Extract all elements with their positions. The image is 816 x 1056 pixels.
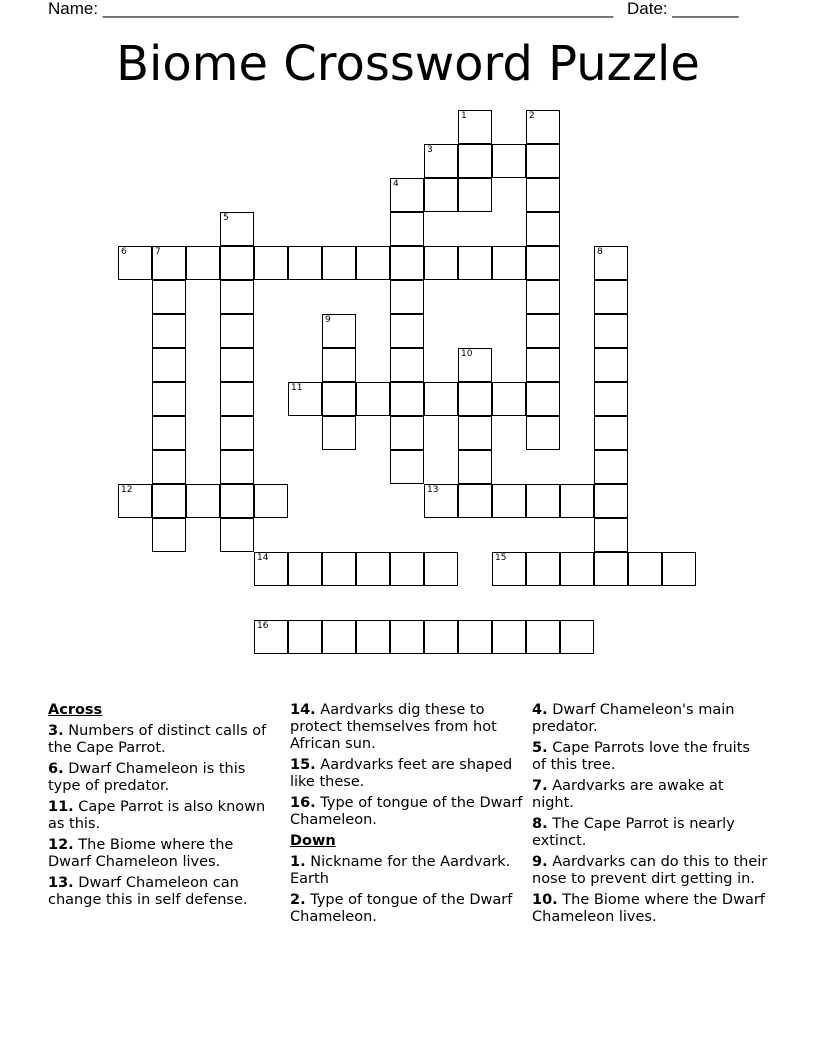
clue-number: 15. <box>290 757 316 773</box>
clue-number: 2. <box>290 892 306 908</box>
clue-down-7 <box>532 778 768 812</box>
crossword-cell[interactable] <box>288 246 322 280</box>
crossword-cell[interactable] <box>526 552 560 586</box>
crossword-cell[interactable] <box>356 552 390 586</box>
crossword-cell[interactable] <box>152 280 186 314</box>
crossword-cell[interactable] <box>594 348 628 382</box>
crossword-cell[interactable] <box>322 620 356 654</box>
clue-down-9 <box>532 854 768 888</box>
clue-column-2 <box>290 702 526 930</box>
clue-across-15 <box>290 757 526 791</box>
clue-text: Aardvarks are awake at night. <box>532 778 724 811</box>
crossword-cell[interactable] <box>152 348 186 382</box>
crossword-cell[interactable] <box>594 518 628 552</box>
crossword-cell[interactable] <box>322 416 356 450</box>
crossword-cell[interactable] <box>594 416 628 450</box>
cell-number: 5 <box>223 213 229 223</box>
clue-across-3 <box>48 723 280 757</box>
clue-number: 4. <box>532 702 548 718</box>
crossword-cell[interactable] <box>492 552 526 586</box>
crossword-cell[interactable] <box>526 212 560 246</box>
crossword-cell[interactable] <box>458 348 492 382</box>
clue-number: 14. <box>290 702 316 718</box>
crossword-cell[interactable] <box>560 552 594 586</box>
crossword-cell[interactable] <box>390 212 424 246</box>
crossword-cell[interactable] <box>220 450 254 484</box>
clue-text: Aardvarks feet are shaped like these. <box>290 757 513 790</box>
crossword-cell[interactable] <box>390 314 424 348</box>
clue-text: Type of tongue of the Dwarf Chameleon. <box>290 892 513 925</box>
clue-number: 5. <box>532 740 548 756</box>
clue-text: Dwarf Chameleon can change this in self defense. <box>48 875 248 908</box>
crossword-cell[interactable] <box>424 382 458 416</box>
crossword-cell[interactable] <box>526 620 560 654</box>
clue-number: 7. <box>532 778 548 794</box>
crossword-cell[interactable] <box>220 484 254 518</box>
crossword-cell[interactable] <box>458 246 492 280</box>
crossword-cell[interactable] <box>220 382 254 416</box>
cell-number: 13 <box>427 485 439 495</box>
clue-number: 16. <box>290 795 316 811</box>
clue-down-1 <box>290 854 526 888</box>
crossword-cell[interactable] <box>560 484 594 518</box>
crossword-cell[interactable] <box>390 450 424 484</box>
crossword-cell[interactable] <box>322 348 356 382</box>
crossword-cell[interactable] <box>390 382 424 416</box>
crossword-cell[interactable] <box>390 620 424 654</box>
crossword-cell[interactable] <box>254 552 288 586</box>
date-field[interactable]: Date: _______ <box>627 0 739 18</box>
crossword-cell[interactable] <box>152 246 186 280</box>
crossword-cell[interactable] <box>356 246 390 280</box>
crossword-cell[interactable] <box>152 518 186 552</box>
crossword-cell[interactable] <box>458 620 492 654</box>
crossword-cell[interactable] <box>220 280 254 314</box>
name-field[interactable]: Name: ______________________________________________________ <box>48 0 614 18</box>
clue-across-6 <box>48 761 280 795</box>
crossword-cell[interactable] <box>220 212 254 246</box>
crossword-cell[interactable] <box>492 144 526 178</box>
crossword-cell[interactable] <box>560 620 594 654</box>
crossword-cell[interactable] <box>424 484 458 518</box>
clue-text: Dwarf Chameleon's main predator. <box>532 702 735 735</box>
crossword-cell[interactable] <box>322 246 356 280</box>
cell-number: 12 <box>121 485 133 495</box>
crossword-cell[interactable] <box>220 246 254 280</box>
crossword-cell[interactable] <box>254 246 288 280</box>
clue-text: Type of tongue of the Dwarf Chameleon. <box>290 795 523 828</box>
down-heading: Down <box>290 833 336 849</box>
crossword-cell[interactable] <box>594 246 628 280</box>
crossword-cell[interactable] <box>594 280 628 314</box>
clue-across-11 <box>48 799 280 833</box>
crossword-cell[interactable] <box>152 382 186 416</box>
clue-number: 6. <box>48 761 64 777</box>
crossword-cell[interactable] <box>492 484 526 518</box>
crossword-cell[interactable] <box>458 110 492 144</box>
clue-text: The Cape Parrot is nearly extinct. <box>532 816 735 849</box>
crossword-cell[interactable] <box>526 416 560 450</box>
clue-down-10 <box>532 892 768 926</box>
cell-number: 7 <box>155 247 161 257</box>
crossword-cell[interactable] <box>458 416 492 450</box>
clue-text: Nickname for the Aardvark. Earth <box>290 854 511 887</box>
clue-number: 8. <box>532 816 548 832</box>
crossword-cell[interactable] <box>526 382 560 416</box>
crossword-cell[interactable] <box>220 348 254 382</box>
crossword-cell[interactable] <box>594 552 628 586</box>
crossword-cell[interactable] <box>594 450 628 484</box>
crossword-cell[interactable] <box>458 144 492 178</box>
crossword-cell[interactable] <box>526 144 560 178</box>
crossword-cell[interactable] <box>628 552 662 586</box>
crossword-cell[interactable] <box>254 484 288 518</box>
clue-column-3 <box>532 702 768 930</box>
crossword-cell[interactable] <box>322 552 356 586</box>
clue-text: The Biome where the Dwarf Chameleon lives. <box>48 837 234 870</box>
cell-number: 11 <box>291 383 303 393</box>
crossword-cell[interactable] <box>424 178 458 212</box>
clue-down-2 <box>290 892 526 926</box>
clue-across-14 <box>290 702 526 753</box>
crossword-cell[interactable] <box>594 314 628 348</box>
crossword-cell[interactable] <box>424 552 458 586</box>
crossword-cell[interactable] <box>390 178 424 212</box>
cell-number: 16 <box>257 621 269 631</box>
clue-down-5 <box>532 740 768 774</box>
crossword-cell[interactable] <box>152 450 186 484</box>
clue-down-4 <box>532 702 768 736</box>
clue-number: 1. <box>290 854 306 870</box>
clue-down-8 <box>532 816 768 850</box>
crossword-cell[interactable] <box>390 552 424 586</box>
crossword-cell[interactable] <box>458 484 492 518</box>
crossword-cell[interactable] <box>118 484 152 518</box>
crossword-cell[interactable] <box>288 620 322 654</box>
crossword-cell[interactable] <box>220 416 254 450</box>
header-line <box>48 0 748 20</box>
crossword-cell[interactable] <box>186 246 220 280</box>
cell-number: 4 <box>393 179 399 189</box>
crossword-cell[interactable] <box>594 382 628 416</box>
crossword-cell[interactable] <box>356 620 390 654</box>
clue-text: Numbers of distinct calls of the Cape Parrot. <box>48 723 267 756</box>
clue-across-13 <box>48 875 280 909</box>
crossword-cell[interactable] <box>424 144 458 178</box>
cell-number: 8 <box>597 247 603 257</box>
page-title: Biome Crossword Puzzle <box>116 36 700 92</box>
cell-number: 10 <box>461 349 473 359</box>
crossword-cell[interactable] <box>458 382 492 416</box>
clue-number: 13. <box>48 875 74 891</box>
crossword-cell[interactable] <box>594 484 628 518</box>
clue-number: 12. <box>48 837 74 853</box>
clue-across-12 <box>48 837 280 871</box>
crossword-cell[interactable] <box>390 246 424 280</box>
clue-number: 10. <box>532 892 558 908</box>
cell-number: 6 <box>121 247 127 257</box>
crossword-cell[interactable] <box>288 552 322 586</box>
crossword-cell[interactable] <box>356 382 390 416</box>
crossword-cell[interactable] <box>526 246 560 280</box>
crossword-cell[interactable] <box>220 314 254 348</box>
across-heading: Across <box>48 702 103 718</box>
clue-number: 9. <box>532 854 548 870</box>
clue-text: Cape Parrots love the fruits of this tree. <box>532 740 750 773</box>
clue-column-1 <box>48 702 280 913</box>
clue-number: 11. <box>48 799 74 815</box>
crossword-cell[interactable] <box>526 110 560 144</box>
crossword-cell[interactable] <box>526 280 560 314</box>
clue-text: The Biome where the Dwarf Chameleon lives. <box>532 892 765 925</box>
cell-number: 14 <box>257 553 269 563</box>
crossword-cell[interactable] <box>322 314 356 348</box>
crossword-cell[interactable] <box>152 314 186 348</box>
crossword-cell[interactable] <box>492 620 526 654</box>
clue-number: 3. <box>48 723 64 739</box>
clue-across-16 <box>290 795 526 829</box>
cell-number: 2 <box>529 111 535 121</box>
crossword-cell[interactable] <box>492 246 526 280</box>
crossword-cell[interactable] <box>322 382 356 416</box>
crossword-cell[interactable] <box>152 484 186 518</box>
crossword-cell[interactable] <box>152 416 186 450</box>
cell-number: 15 <box>495 553 507 563</box>
crossword-cell[interactable] <box>458 178 492 212</box>
crossword-cell[interactable] <box>118 246 152 280</box>
crossword-cell[interactable] <box>526 178 560 212</box>
crossword-cell[interactable] <box>186 484 220 518</box>
crossword-cell[interactable] <box>390 416 424 450</box>
crossword-cell[interactable] <box>390 280 424 314</box>
clue-text: Aardvarks dig these to protect themselves from hot African sun. <box>290 702 497 752</box>
crossword-cell[interactable] <box>526 348 560 382</box>
crossword-cell[interactable] <box>424 620 458 654</box>
crossword-cell[interactable] <box>220 518 254 552</box>
cell-number: 9 <box>325 315 331 325</box>
crossword-cell[interactable] <box>526 484 560 518</box>
crossword-cell[interactable] <box>254 620 288 654</box>
crossword-cell[interactable] <box>492 382 526 416</box>
crossword-cell[interactable] <box>424 246 458 280</box>
clue-text: Cape Parrot is also known as this. <box>48 799 266 832</box>
crossword-cell[interactable] <box>662 552 696 586</box>
cell-number: 3 <box>427 145 433 155</box>
crossword-cell[interactable] <box>458 450 492 484</box>
cell-number: 1 <box>461 111 467 121</box>
crossword-cell[interactable] <box>390 348 424 382</box>
crossword-cell[interactable] <box>288 382 322 416</box>
crossword-cell[interactable] <box>526 314 560 348</box>
clue-text: Aardvarks can do this to their nose to prevent dirt getting in. <box>532 854 768 887</box>
clue-text: Dwarf Chameleon is this type of predator. <box>48 761 246 794</box>
